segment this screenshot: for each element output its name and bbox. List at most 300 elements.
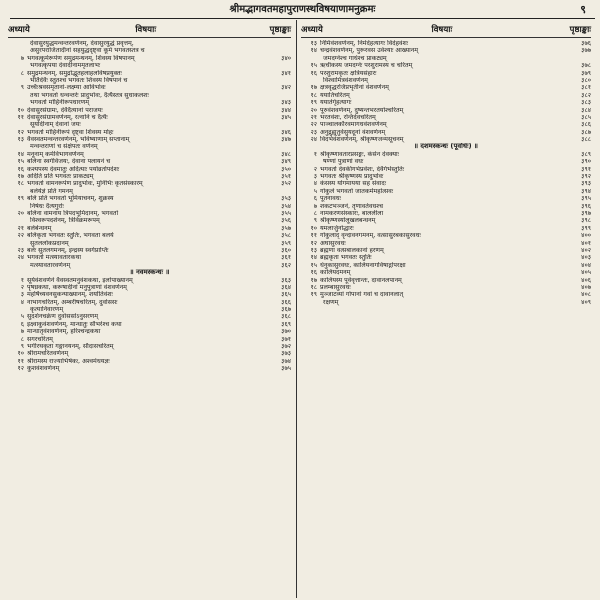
topic-text: जमदग्नेश्च गाधेश्च प्राकट्यम् [323, 54, 387, 62]
topic-text: क्षत्रवृद्धरजिप्रभृतीनां वंशवर्णनम् [320, 84, 389, 92]
index-row [8, 114, 291, 121]
topic-text: भगवतो मोहिनीरूपधारणम् [30, 99, 90, 107]
page-title: श्रीमद्भागवतमहापुराणस्थविषयाणामनुक्रमः [10, 2, 595, 19]
chapter-number: ९ [20, 343, 24, 351]
column-divider [296, 20, 297, 598]
index-row [8, 99, 291, 106]
chapter-number: १० [17, 106, 24, 114]
chapter-number: २४ [310, 136, 317, 144]
page-ref: ३६३ [281, 276, 291, 284]
page-ref: ३४६ [281, 128, 291, 136]
index-row [8, 343, 291, 350]
index-row [8, 151, 291, 158]
chapter-number: २३ [17, 246, 24, 254]
topic-text: मुञ्जाटव्यां गोपानां गवां च दावानलात् [320, 291, 404, 299]
topic-text: भगवतो मोहिनीरूपं दृष्ट्वा शिवस्य मोहः [27, 128, 114, 136]
topic-text: भरतवंशः, रन्तिदेवचरितम् [320, 113, 376, 121]
topic-text: ययातिचरितम् [320, 91, 350, 99]
header-prishthanka: पृष्ठाङ्काः [569, 25, 591, 35]
page-ref: ४०४ [581, 261, 591, 269]
topic-text: देवासुरयुद्धमन्वन्तरवर्णनम्, देवासुरयुद्धं प्रवृत्तम्, [30, 40, 134, 47]
chapter-number: १९ [310, 291, 317, 299]
chapter-number: २२ [17, 232, 24, 240]
chapter-number: ८ [20, 69, 24, 77]
topic-text: कालियदमनम् [320, 269, 351, 277]
index-row [301, 40, 591, 47]
index-row [301, 269, 591, 276]
topic-text: विदर्भवंशवर्णनम्, श्रीकृष्णजन्मसूचनम् [320, 136, 404, 144]
topic-text: पाञ्चालकौरवमागधवंशवर्णनम् [320, 121, 387, 129]
page-ref: ३४१ [281, 69, 291, 77]
topic-text: बलेर्यज्ञं प्रति गमनम् [30, 187, 73, 195]
index-row [301, 210, 591, 217]
index-row [301, 173, 591, 180]
index-row [301, 247, 591, 254]
chapter-number: ७ [313, 202, 317, 210]
page-ref: ३६० [281, 246, 291, 254]
index-row [8, 365, 291, 372]
page-ref: ३६९ [281, 320, 291, 328]
index-row [8, 173, 291, 180]
chapter-number: ८ [20, 335, 24, 343]
page-ref: ३८२ [581, 91, 591, 99]
page-ref: ३८८ [581, 136, 591, 144]
header-prishthanka: पृष्ठाङ्काः [269, 25, 291, 35]
page-ref: ३९३ [581, 180, 591, 188]
chapter-number: ७ [20, 54, 24, 62]
chapter-number: १२ [17, 365, 24, 373]
chapter-number: १६ [310, 269, 317, 277]
chapter-number: १३ [310, 246, 317, 254]
topic-text: सुदर्शनचक्रेण दुर्वाससोऽनुसरणम् [27, 313, 98, 321]
index-row [301, 217, 591, 224]
index-row [8, 254, 291, 261]
topic-text: परशुरामकृतः क्षत्रियसंहारः [320, 69, 377, 77]
index-row [301, 158, 591, 165]
page-ref: ३४३ [281, 99, 291, 107]
index-row [301, 284, 591, 291]
topic-text: ऋचीकस्य जमदग्नेः परशुरामस्य च चरितम् [320, 62, 413, 70]
header-adhyay: अध्याये [301, 25, 323, 35]
topic-text: कुशवंशवर्णनम् [27, 365, 60, 373]
topic-text: नाभागचरितम्, अम्बरीषचरितम्, दुर्वाससः [27, 298, 118, 306]
topic-text: भगवतो मत्स्यावतारकथा [27, 254, 81, 262]
index-row [8, 291, 291, 298]
chapter-number: ४ [313, 180, 317, 188]
topic-text: इक्ष्वाकुवंशवर्णनम्, मान्धातुः सौभरेश्च कथा [27, 320, 122, 328]
topic-text: गोकुलाद् वृन्दावनगमनम्, वत्सासुरबकासुरवधः [320, 232, 421, 240]
topic-text: देवासुरसंग्रामवर्णनम्, रत्नानि च दैत्यैः [27, 113, 108, 121]
index-row [301, 55, 591, 62]
index-row [301, 240, 591, 247]
chapter-number: १५ [310, 62, 317, 70]
index-row [8, 262, 291, 269]
chapter-number: २ [313, 165, 317, 173]
header-adhyay: अध्याये [8, 25, 30, 35]
index-row [8, 195, 291, 202]
index-row [8, 136, 291, 143]
index-row [301, 203, 591, 210]
chapter-number: ८ [313, 209, 317, 217]
chapter-number: १ [313, 150, 317, 158]
index-row [8, 247, 291, 254]
page-ref: ४०२ [581, 246, 591, 254]
topic-text: भगवत्कृपया देवादीनाममृतलाभः [30, 62, 101, 70]
chapter-number: १८ [310, 283, 317, 291]
topic-text: षण्णां पुत्राणां वधः [323, 158, 364, 166]
page-ref: ३५१ [281, 173, 291, 181]
index-row [8, 284, 291, 291]
topic-text: चन्द्रवंशवर्णनम्, पुरूरवस उर्वश्याः आख्यानम् [320, 47, 419, 55]
page-ref: ३४० [281, 54, 291, 62]
page-ref: ३४२ [281, 84, 291, 92]
page-ref: ४०९ [581, 298, 591, 306]
header-vishay: विषयाः [431, 25, 453, 35]
page-ref: ३७५ [281, 365, 291, 373]
topic-text: ययातेर्गृहत्यागः [320, 99, 352, 107]
page-ref: ३४४ [281, 106, 291, 114]
topic-text: पृषध्रकथा, करूषादीनां मनुपुत्राणां वंशवर्णनम् [27, 283, 127, 291]
page-ref: ३४५ [281, 113, 291, 121]
chapter-number: १२ [310, 239, 317, 247]
page-ref: ३९० [581, 158, 591, 166]
page-ref: ३८३ [581, 99, 591, 107]
page-ref: ३७९ [581, 69, 591, 77]
chapter-number: ९ [20, 84, 24, 92]
header-vishay: विषयाः [135, 25, 157, 35]
index-row [8, 40, 291, 47]
index-row [301, 62, 591, 69]
chapter-number: २३ [310, 128, 317, 136]
page-ref: ३९६ [581, 202, 591, 210]
chapter-number: ११ [310, 232, 317, 240]
page-ref: ३७८ [581, 62, 591, 70]
index-row [8, 336, 291, 343]
index-row [8, 107, 291, 114]
chapter-number: १४ [310, 254, 317, 262]
page-ref: ३९९ [581, 224, 591, 232]
page-ref: ३७१ [281, 335, 291, 343]
page-ref: ३६४ [281, 283, 291, 291]
page-ref: ३५५ [281, 209, 291, 217]
index-row [8, 166, 291, 173]
chapter-number: १९ [310, 99, 317, 107]
page-ref: ४०६ [581, 276, 591, 284]
chapter-number: ५ [313, 187, 317, 195]
page-ref: ३७४ [281, 357, 291, 365]
topic-text: निमिवंशवर्णनम्, निमेर्देहत्यागः विदेहवंशः [320, 40, 409, 47]
topic-text: असुरपराजितादीनां सहयुद्धदृष्ट्वा कूर्म भगवतस्तत्र च [30, 47, 145, 55]
index-row [301, 180, 591, 187]
chapter-number: १२ [17, 128, 24, 136]
index-row [8, 358, 291, 365]
index-row [301, 47, 591, 54]
topic-text: पूरुवंशवर्णनम्, दुष्यन्तभरतयोश्चरितम् [320, 106, 404, 114]
index-row [301, 99, 591, 106]
chapter-number: १४ [17, 150, 24, 158]
topic-text: सूर्यवंशवर्णने वैवस्वतमनुवंशकथा, इलोपाख्यानम् [27, 276, 133, 284]
chapter-number: २१ [17, 224, 24, 232]
topic-text: भगवतो वामनरूपेण प्रादुर्भावः, मुनिभिः कृतसंस्कारम् [27, 180, 143, 188]
page-ref: ३७२ [281, 343, 291, 351]
topic-text: ब्रह्मकृता भगवतः स्तुतिः [320, 254, 372, 262]
page-ref: ३५० [281, 165, 291, 173]
topic-text: भगीरथकृता गङ्गानयनम्, सौदासचरितम् [27, 343, 114, 351]
page-number: ९ [580, 3, 586, 16]
topic-text: बलिकृता भगवतः स्तुतिः, भगवता बलये [27, 232, 114, 240]
page-ref: ४०५ [581, 269, 591, 277]
topic-text: सगरचरितम् [27, 335, 53, 343]
chapter-number: १७ [310, 276, 317, 284]
index-row [8, 121, 291, 128]
index-row [8, 277, 291, 284]
chapter-number: २० [17, 209, 24, 217]
topic-text: सुतललोकप्रदानम् [30, 239, 69, 247]
index-row [8, 158, 291, 165]
chapter-number: ७ [20, 328, 24, 336]
page-ref: ३४८ [281, 150, 291, 158]
index-row [8, 299, 291, 306]
page-ref: ३९८ [581, 217, 591, 225]
page-ref: ३७६ [581, 40, 591, 47]
index-row [301, 84, 591, 91]
topic-text: श्रीरामचरितवर्णनम् [27, 350, 69, 358]
topic-text: निषेधः दैत्यगुरोः [30, 202, 64, 210]
index-row [301, 166, 591, 173]
topic-text: कंसस्य योगमायया सह संवादः [320, 180, 386, 188]
topic-text: प्रलम्बासुरवधः [320, 283, 351, 291]
left-column-index [8, 40, 291, 373]
right-column-header [301, 22, 591, 38]
index-row [301, 70, 591, 77]
page-ref: ३८० [581, 76, 591, 84]
topic-text: अघासुरवधः [320, 239, 346, 247]
index-row [8, 129, 291, 136]
page-ref: ४०३ [581, 254, 591, 262]
page-ref: ३७७ [581, 47, 591, 55]
chapter-number: ९ [313, 217, 317, 225]
chapter-number: ६ [313, 195, 317, 203]
topic-text: मत्स्यावतारवर्णनम् [30, 261, 71, 269]
page-ref: ३६१ [281, 254, 291, 262]
topic-text: वैवस्वतमन्वन्तरवर्णनम्, भविष्याणाम् सप्तानाम् [27, 136, 130, 144]
chapter-number: २४ [17, 254, 24, 262]
topic-text: धेनुकासुरवधः, कालियनागविषाद्गोपरक्षा [320, 261, 406, 269]
chapter-number: २० [310, 106, 317, 114]
index-row [301, 151, 591, 158]
chapter-number: ३ [313, 173, 317, 181]
index-row [301, 77, 591, 84]
page-ref: ३५७ [281, 224, 291, 232]
topic-text: सूर्यादीनाम् देवानां जयः [30, 121, 81, 129]
topic-text: बलिना वामनाय त्रिपदभूमिदानम्, भगवतो [27, 209, 119, 217]
chapter-number: १३ [17, 136, 24, 144]
topic-text: अनुद्रुह्युतुर्वसुयदूनां वंशवर्णनम् [320, 128, 386, 136]
topic-text: श्रीकृष्णावतारप्रसङ्गः, कंसेन देवक्याः [320, 150, 399, 158]
index-row [301, 277, 591, 284]
topic-text: बलिं प्रति भगवतो भूमियाचनम्, शुक्रस्य [27, 195, 114, 203]
index-row [301, 114, 591, 121]
chapter-number: १५ [310, 261, 317, 269]
index-row [8, 203, 291, 210]
chapter-number: १९ [17, 195, 24, 203]
topic-text: श्रीरामस्य राज्याभिषेकः, अश्वमेधयज्ञः [27, 357, 110, 365]
chapter-number: २ [20, 283, 24, 291]
index-row [8, 321, 291, 328]
topic-text: मन्वन्तराणां च संक्षेपतः वर्णनम् [30, 143, 98, 151]
index-row [301, 92, 591, 99]
chapter-number: १६ [17, 165, 24, 173]
topic-text: समुद्रमन्थनम्, समुद्रोद्भूतहलाहलविषप्रयुक्तः [27, 69, 122, 77]
topic-text: श्रीकृष्णस्योलूखलबन्धनम् [320, 217, 376, 225]
index-row [8, 313, 291, 320]
index-row [301, 299, 591, 306]
page-ref: ३८७ [581, 128, 591, 136]
index-row [301, 291, 591, 298]
index-row [8, 217, 291, 224]
topic-text: विश्वरूपदर्शनम्, त्रिविक्रमरूपम् [30, 217, 100, 225]
chapter-number: १७ [310, 84, 317, 92]
topic-text: तथा भगवतो धन्वन्तरेः प्रादुर्भावः, दैत्यैस्तत्र सुधाकलशः [30, 91, 149, 99]
skandha-heading [301, 143, 591, 150]
index-row [301, 195, 591, 202]
page-ref: ३८६ [581, 121, 591, 129]
index-row [8, 188, 291, 195]
topic-text: भीतैर्देवैः स्तुतश्च भगवतः शिवस्य विषपानं च [30, 76, 128, 84]
index-row [8, 210, 291, 217]
skandha-title: ॥ दशमस्कन्धः (पूर्वार्धः) ॥ [413, 143, 478, 151]
chapter-number: १६ [310, 69, 317, 77]
topic-text: गोकुले भगवतो जातकर्ममहोत्सवः [320, 187, 394, 195]
topic-text: शकटभञ्जनं, तृणावर्तवधश्च [320, 202, 383, 210]
chapter-number: १० [17, 350, 24, 358]
chapter-number: ११ [17, 357, 24, 365]
page-ref: ३६२ [281, 261, 291, 269]
index-row [301, 136, 591, 143]
chapter-number: १७ [17, 173, 24, 181]
page-ref: ३६५ [281, 291, 291, 299]
index-row [301, 129, 591, 136]
topic-text: पूतनावधः [320, 195, 341, 203]
chapter-number: ११ [17, 113, 24, 121]
page-ref: ४०१ [581, 239, 591, 247]
topic-text: ब्रह्मणा वत्सबालकानां हरणम् [320, 246, 384, 254]
index-row [301, 232, 591, 239]
skandha-title: ॥ नवमस्कन्धः ॥ [129, 269, 170, 277]
index-row [8, 143, 291, 150]
chapter-number: १४ [310, 47, 317, 55]
page-ref: ३७३ [281, 350, 291, 358]
page-ref: ३६७ [281, 306, 291, 314]
chapter-number: ३ [20, 291, 24, 299]
index-row [301, 254, 591, 261]
topic-text: बलिना स्वर्गविजयः, देवाना पलायनं च [27, 158, 111, 166]
topic-text: बलेर्बन्धनम् [27, 224, 52, 232]
page-ref: ३७० [281, 328, 291, 336]
chapter-number: १ [20, 276, 24, 284]
topic-text: कश्यपस्य देवमातुः अदित्याः पयोव्रतोपदेशः [27, 165, 120, 173]
topic-text: भगवतो देवकीगर्भप्रवेशः, देवैर्गर्भस्तुतिः [320, 165, 404, 173]
page-ref: ३५९ [281, 239, 291, 247]
page-ref: ३९७ [581, 209, 591, 217]
chapter-number: २१ [310, 113, 317, 121]
index-row [8, 350, 291, 357]
chapter-number: १८ [17, 180, 24, 188]
index-row [8, 84, 291, 91]
topic-text: अदितिं प्रति भगवतः प्राकट्यम् [27, 173, 94, 181]
index-row [8, 328, 291, 335]
topic-text: मान्धातृवंशवर्णनम्, हरिश्चन्द्रकथा [27, 328, 101, 336]
index-row [8, 225, 291, 232]
page-ref: ३६८ [281, 313, 291, 321]
index-row [301, 107, 591, 114]
topic-text: भगवतः श्रीकृष्णस्य प्रादुर्भावः [320, 173, 384, 181]
index-row [8, 62, 291, 69]
page-ref: ३५२ [281, 180, 291, 188]
page-ref: ३९१ [581, 165, 591, 173]
page-ref: ३९४ [581, 187, 591, 195]
chapter-number: १३ [310, 40, 317, 47]
index-row [8, 55, 291, 62]
page-ref: ४०० [581, 232, 591, 240]
page-ref: ३५८ [281, 232, 291, 240]
chapter-number: १८ [310, 91, 317, 99]
page-ref: ३९२ [581, 173, 591, 181]
topic-text: विश्वामित्रवंशवर्णनम् [323, 76, 368, 84]
index-row [301, 121, 591, 128]
topic-text: कृत्यानिवारणम् [30, 306, 64, 314]
topic-text: भगवत्कूर्मरूपेण समुद्रमन्थनम्, शिवस्य विषपानम् [27, 54, 135, 62]
topic-text: देवासुरसंग्रामः, देवैर्दैत्यानां पराजयः [27, 106, 103, 114]
topic-text: बलेः सुतलगमनम्, इन्द्रस्य स्वर्गप्राप्तिः [27, 246, 109, 254]
index-row [301, 262, 591, 269]
chapter-number: १० [310, 224, 317, 232]
right-column-index [301, 40, 591, 306]
page-ref: ३८१ [581, 84, 591, 92]
index-row [301, 188, 591, 195]
index-row [8, 232, 291, 239]
chapter-number: १५ [17, 158, 24, 166]
index-row [8, 77, 291, 84]
topic-text: उच्चैःश्रवसमृतानां-लक्ष्म्या आविर्भावः [27, 84, 106, 92]
page-ref: ४०८ [581, 291, 591, 299]
skandha-heading [8, 269, 291, 276]
page-ref: ३६६ [281, 298, 291, 306]
page-ref: ३५६ [281, 217, 291, 225]
page-ref: ४०७ [581, 283, 591, 291]
index-row [8, 240, 291, 247]
page-ref: ३४७ [281, 136, 291, 144]
topic-text: यमलार्जुनोद्धारः [320, 224, 354, 232]
topic-text: नामकरणसंस्कारः, बाललीला [320, 209, 384, 217]
page-ref: ३८५ [581, 113, 591, 121]
page-ref: ३८९ [581, 150, 591, 158]
chapter-number: ५ [20, 313, 24, 321]
topic-text: कालियस्य पूर्ववृत्तान्तः, दावानलपानम् [320, 276, 402, 284]
index-row [8, 92, 291, 99]
topic-text: रक्षणम् [323, 298, 339, 306]
page-ref: ३९५ [581, 195, 591, 203]
index-row [8, 70, 291, 77]
page-ref: ३४९ [281, 158, 291, 166]
index-row [8, 180, 291, 187]
index-row [301, 225, 591, 232]
index-row [8, 47, 291, 54]
chapter-number: ४ [20, 298, 24, 306]
page-ref: ३५३ [281, 195, 291, 203]
chapter-number: २२ [310, 121, 317, 129]
page-ref: ३८४ [581, 106, 591, 114]
